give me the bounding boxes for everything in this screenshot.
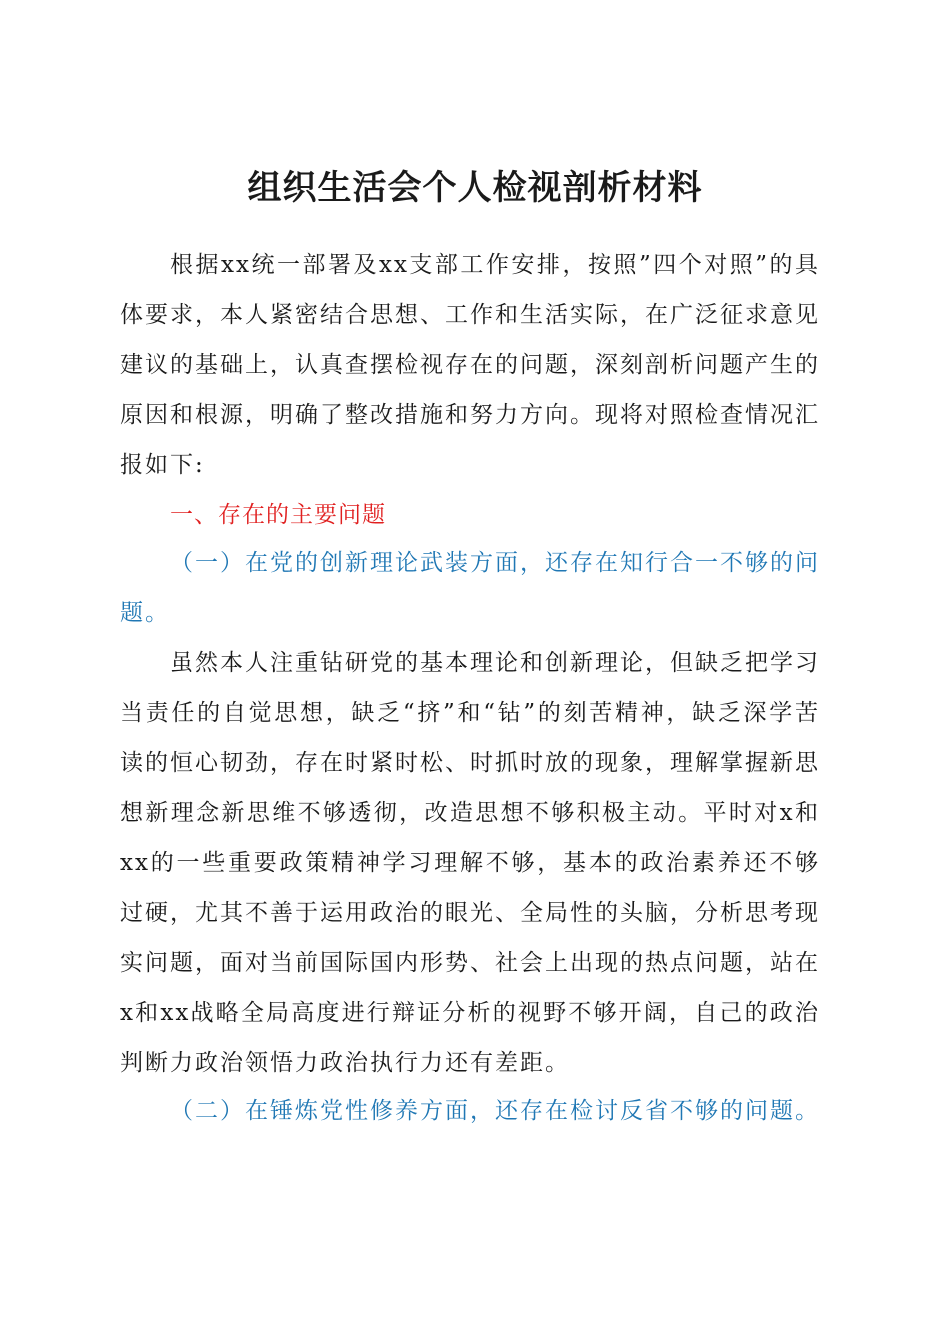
section-heading-main-problems: 一、存在的主要问题 [170,502,386,528]
intro-paragraph: 根据xx统一部署及xx支部工作安排，按照”四个对照”的具体要求，本人紧密结合思想、工作和生活实际，在广泛征求意见建议的基础上，认真查摆检视存在的问题，深刻剖析问题产生的原因和根源，明确了整改措施和努力方向。现将对照检查情况汇报如下: [120,252,820,478]
subsection-body-theory: 虽然本人注重钻研党的基本理论和创新理论，但缺乏把学习当责任的自觉思想，缺乏“挤”和“钻”的刻苦精神，缺乏深学苦读的恒心韧劲，存在时紧时松、时抓时放的现象，理解掌握新思想新理念新思维不够透彻，改造思想不够积极主动。平时对x和xx的一些重要政策精神学习理解不够，基本的政治素养还不够过硬，尤其不善于运用政治的眼光、全局性的头脑，分析思考现实问题，面对当前国际国内形势、社会上出现的热点问题，站在x和xx战略全局高度进行辩证分析的视野不够开阔，自己的政治判断力政治领悟力政治执行力还有差距。 [120,650,820,1076]
subsection-heading-theory: （一）在党的创新理论武装方面，还存在知行合一不够的问题。 [120,550,820,626]
document-title: 组织生活会个人检视剖析材料 [247,168,703,208]
subsection-heading-party-spirit: （二）在锤炼党性修养方面，还存在检讨反省不够的问题。 [170,1098,820,1124]
